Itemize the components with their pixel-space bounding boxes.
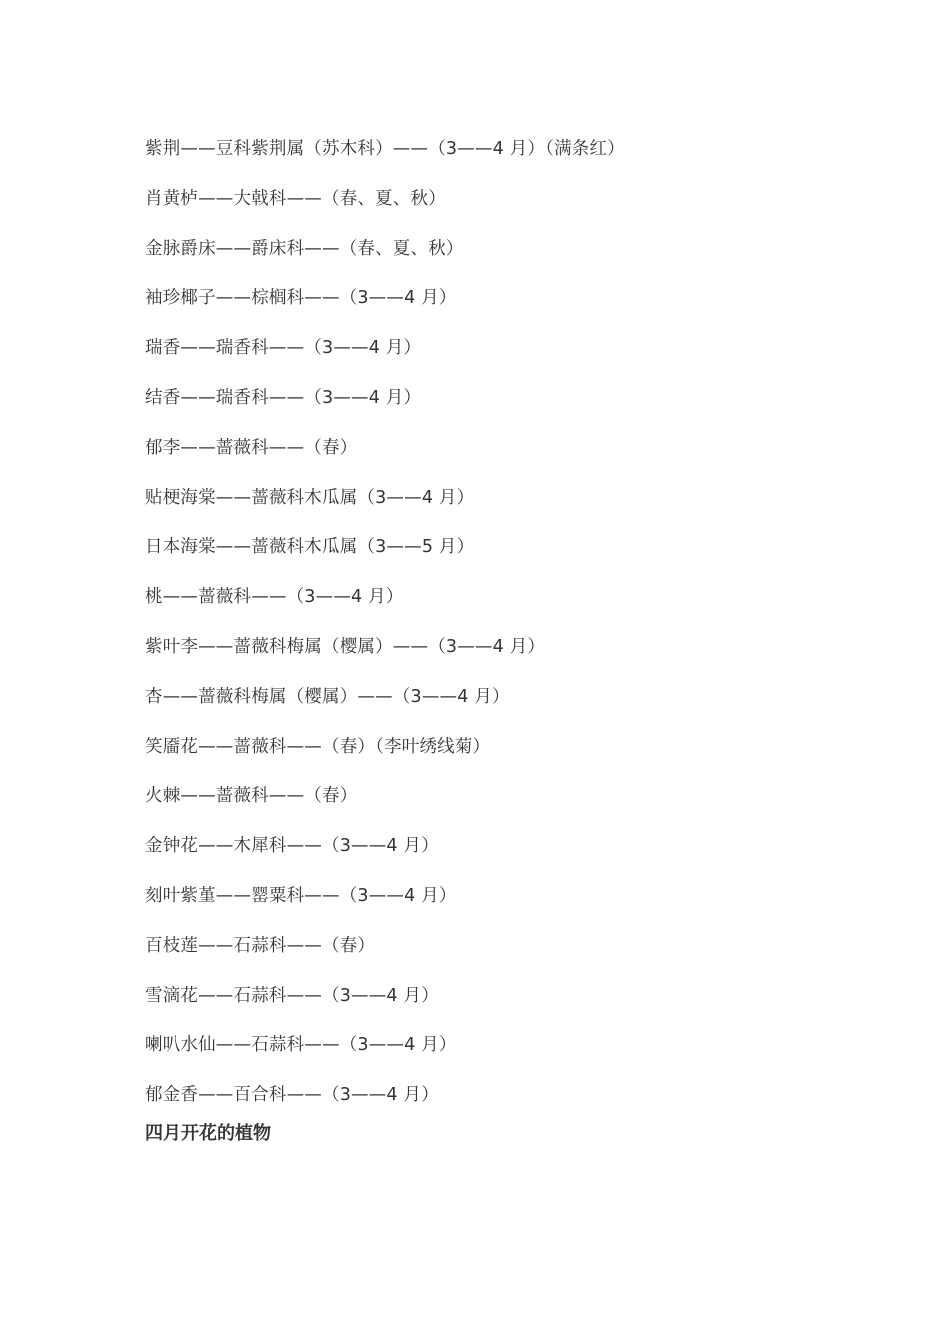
plant-list xyxy=(145,133,865,1129)
list-item: 百枝莲——石蒜科——（春） xyxy=(145,935,376,956)
list-item: 紫荆——豆科紫荆属（苏木科）——（3——4 月）（满条红） xyxy=(145,139,625,159)
list-item: 杏——蔷薇科梅属（樱属）——（3——4 月） xyxy=(145,686,510,707)
list-item: 结香——瑞香科——（3——4 月） xyxy=(145,387,422,408)
list-item: 郁李——蔷薇科——（春） xyxy=(145,437,358,458)
list-item: 桃——蔷薇科——（3——4 月） xyxy=(145,587,404,608)
list-item: 贴梗海棠——蔷薇科木瓜属（3——4 月） xyxy=(145,487,475,508)
list-item: 金脉爵床——爵床科——（春、夏、秋） xyxy=(145,238,464,259)
list-item: 日本海棠——蔷薇科木瓜属（3——5 月） xyxy=(145,537,475,558)
list-item: 火棘——蔷薇科——（春） xyxy=(145,786,358,807)
list-item: 喇叭水仙——石蒜科——（3——4 月） xyxy=(145,1035,457,1056)
list-item: 笑靥花——蔷薇科——（春）（李叶绣线菊） xyxy=(145,736,491,757)
section-heading: 四月开花的植物 xyxy=(145,1123,271,1144)
list-item: 郁金香——百合科——（3——4 月） xyxy=(145,1085,439,1106)
list-item: 刻叶紫堇——罂粟科——（3——4 月） xyxy=(145,885,457,906)
list-item: 紫叶李——蔷薇科梅属（樱属）——（3——4 月） xyxy=(145,636,546,657)
list-item: 袖珍椰子——棕榈科——（3——4 月） xyxy=(145,288,457,309)
list-item: 金钟花——木犀科——（3——4 月） xyxy=(145,836,439,857)
list-item: 雪滴花——石蒜科——（3——4 月） xyxy=(145,985,439,1006)
list-item: 肖黄栌——大戟科——（春、夏、秋） xyxy=(145,188,446,209)
list-item: 瑞香——瑞香科——（3——4 月） xyxy=(145,338,422,359)
